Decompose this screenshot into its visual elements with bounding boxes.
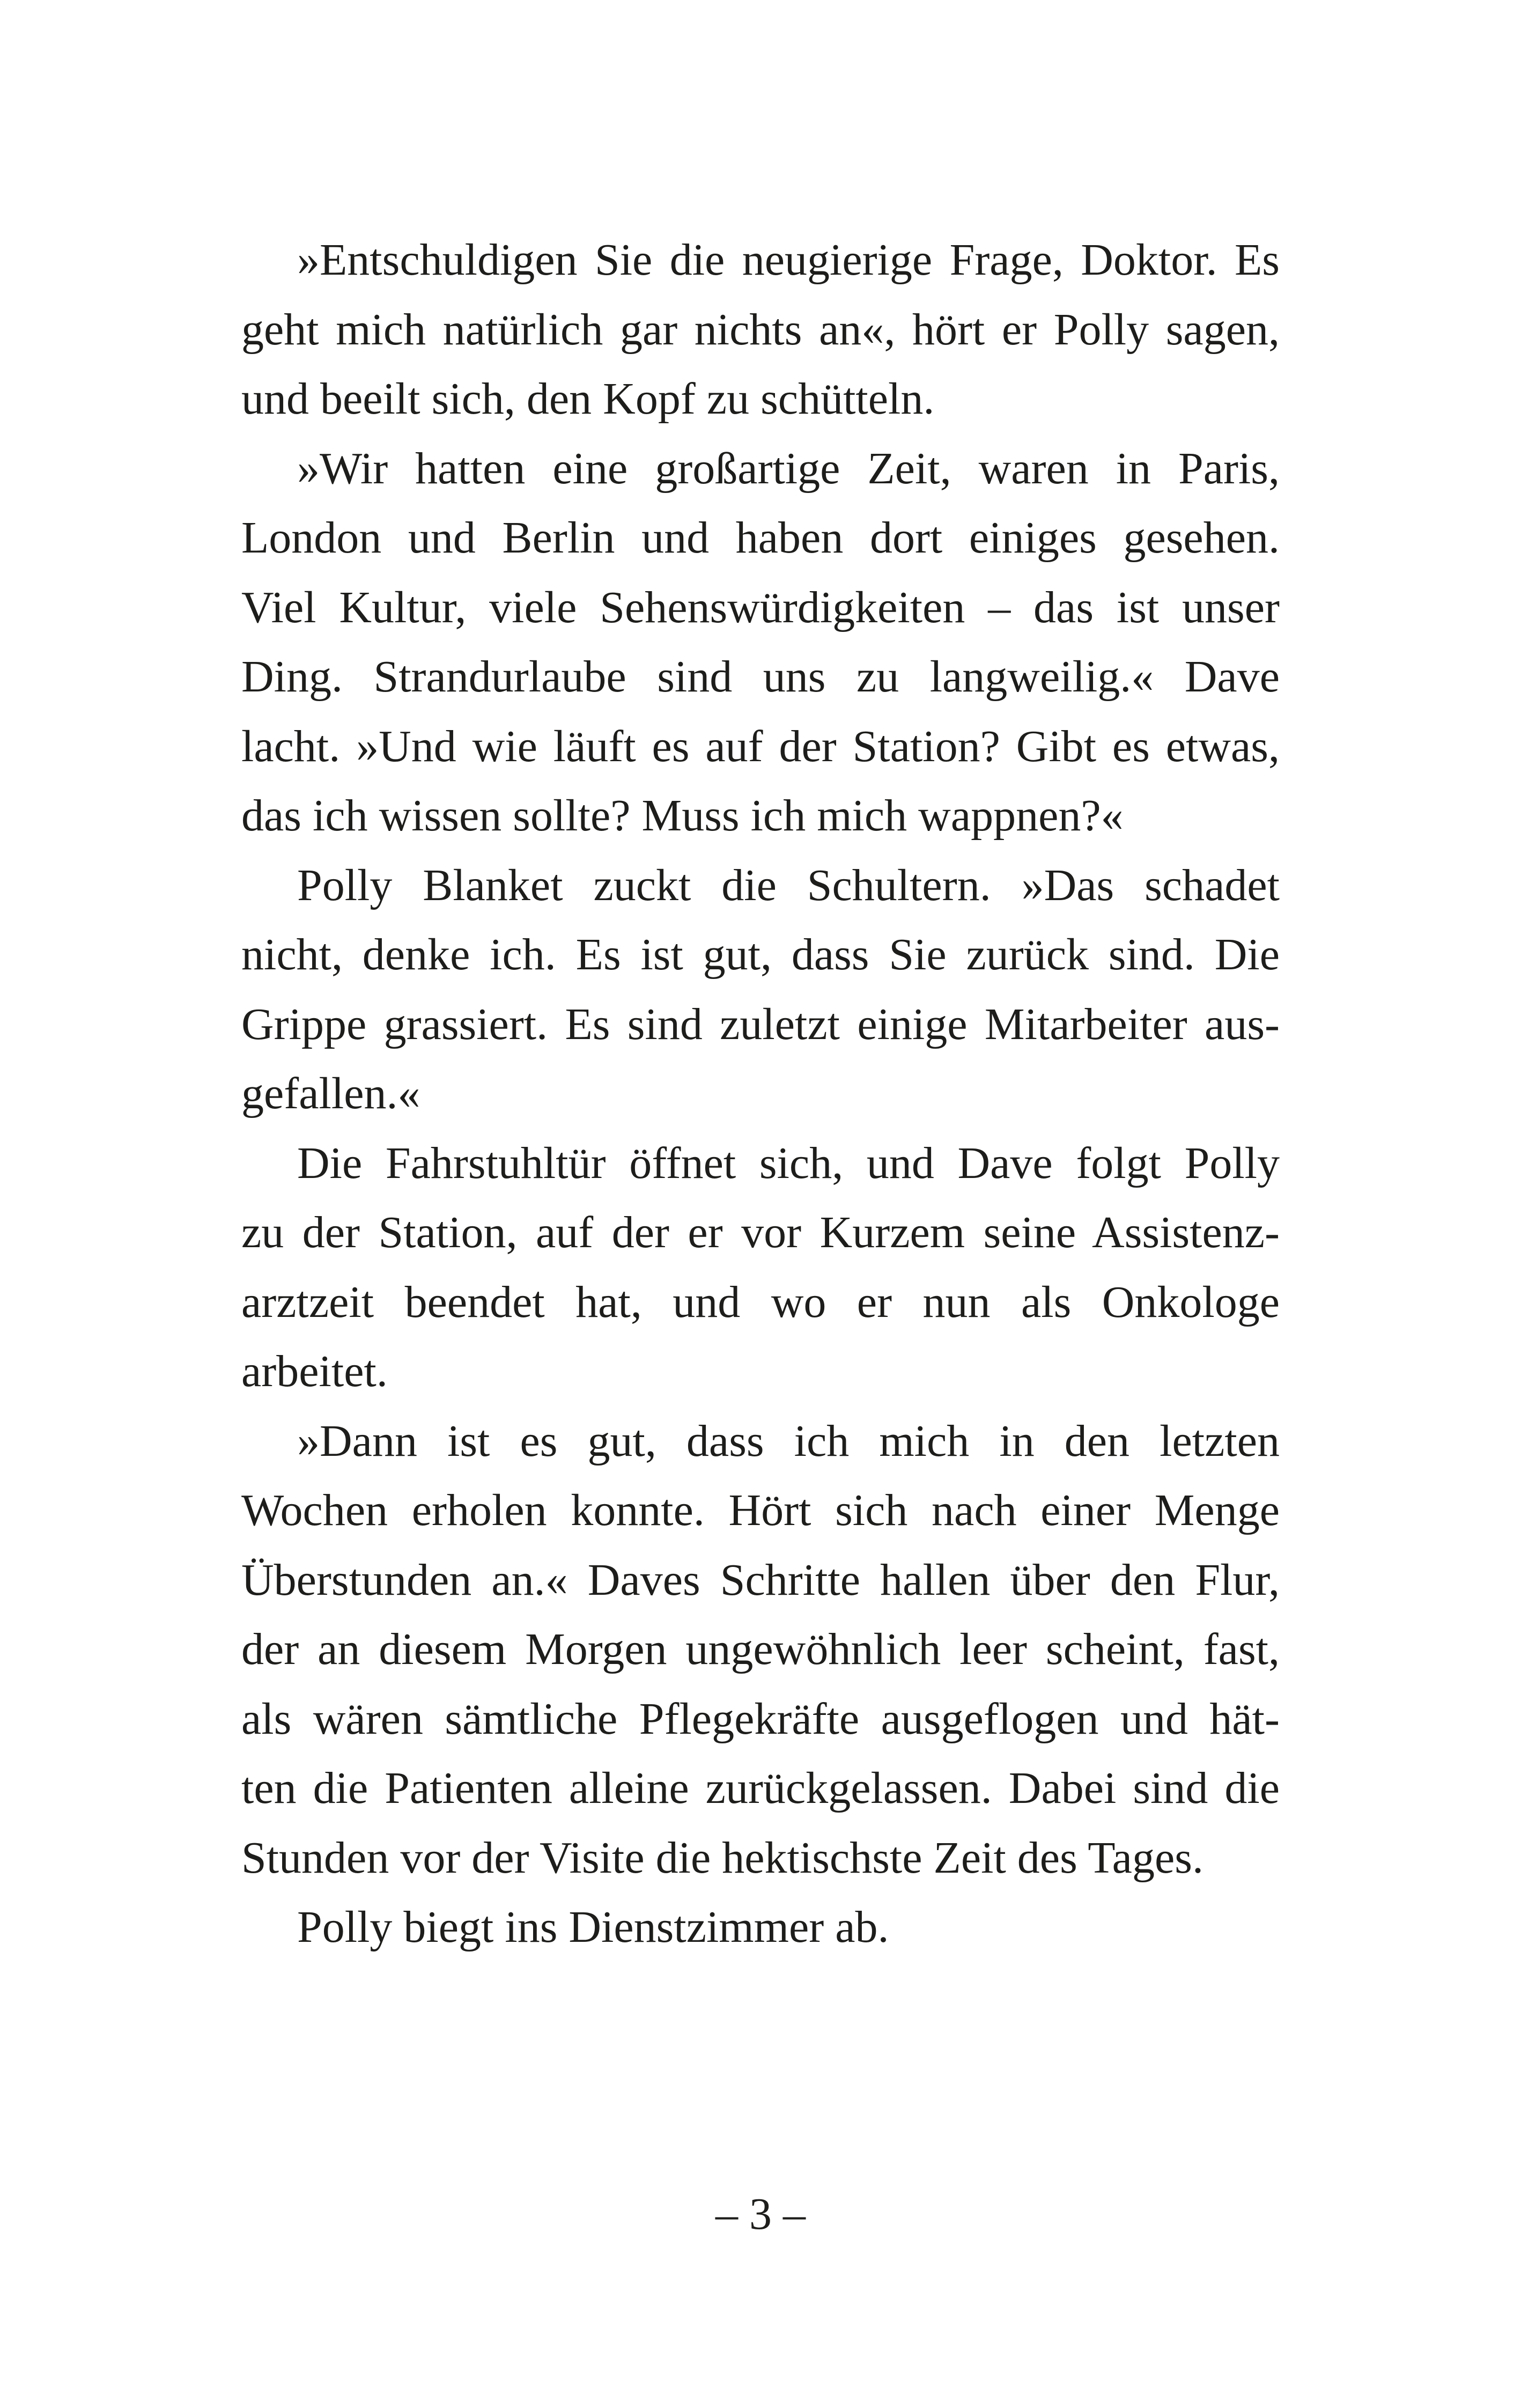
text-line: »Wir hatten eine großartige Zeit, waren in Paris, — [297, 443, 1280, 494]
text-line: nicht, denke ich. Es ist gut, dass Sie zurück sind. Die — [241, 930, 1280, 980]
text-line: »Dann ist es gut, dass ich mich in den letzten — [297, 1416, 1280, 1466]
text-line: Die Fahrstuhltür öffnet sich, und Dave folgt Polly — [297, 1138, 1280, 1188]
body-text — [241, 225, 1280, 1962]
text-line: arbeitet. — [241, 1346, 388, 1396]
text-line: Stunden vor der Visite die hektischste Zeit des Tages. — [241, 1832, 1203, 1883]
text-line: London und Berlin und haben dort einiges gesehen. — [241, 513, 1280, 563]
text-line: als wären sämtliche Pflegekräfte ausgeflogen und hät- — [241, 1693, 1280, 1744]
text-line: und beeilt sich, den Kopf zu schütteln. — [241, 374, 935, 424]
text-line: Polly Blanket zuckt die Schultern. »Das schadet — [297, 860, 1280, 910]
text-line: Überstunden an.« Daves Schritte hallen über den Flur, — [241, 1555, 1280, 1605]
text-line: der an diesem Morgen ungewöhnlich leer scheint, fast, — [241, 1624, 1280, 1674]
text-line: »Entschuldigen Sie die neugierige Frage, Doktor. Es — [297, 235, 1280, 285]
text-line: gefallen.« — [241, 1069, 420, 1118]
text-line: geht mich natürlich gar nichts an«, hört er Polly sagen, — [241, 304, 1280, 355]
text-line: ten die Patienten alleine zurückgelassen. Dabei sind die — [241, 1763, 1280, 1813]
page-number: – 3 – — [715, 2189, 806, 2239]
text-line: zu der Station, auf der er vor Kurzem seine Assistenz- — [241, 1207, 1280, 1257]
text-line: Wochen erholen konnte. Hört sich nach einer Menge — [241, 1485, 1280, 1535]
text-line: das ich wissen sollte? Muss ich mich wappnen?« — [241, 791, 1124, 841]
text-line: Polly biegt ins Dienstzimmer ab. — [297, 1902, 889, 1952]
text-line: Viel Kultur, viele Sehenswürdigkeiten – das ist unser — [241, 582, 1280, 632]
text-line: Grippe grassiert. Es sind zuletzt einige Mitarbeiter aus- — [241, 999, 1280, 1049]
text-line: lacht. »Und wie läuft es auf der Station? Gibt es etwas, — [241, 721, 1280, 771]
text-line: arztzeit beendet hat, und wo er nun als Onkologe — [241, 1277, 1280, 1327]
text-line: Ding. Strandurlaube sind uns zu langweilig.« Dave — [241, 652, 1280, 702]
